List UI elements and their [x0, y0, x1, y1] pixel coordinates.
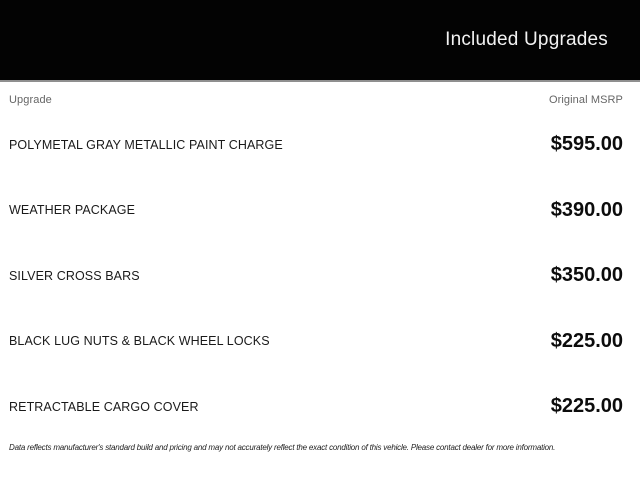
- upgrade-name: BLACK LUG NUTS & BLACK WHEEL LOCKS: [9, 334, 270, 349]
- table-row: [0, 309, 640, 375]
- upgrade-name: WEATHER PACKAGE: [9, 203, 136, 218]
- panel-header: [0, 0, 640, 82]
- table-row: [0, 243, 640, 309]
- table-row: [0, 374, 640, 440]
- panel-title: Included Upgrades: [445, 29, 608, 50]
- upgrade-price: $225.00: [550, 329, 623, 352]
- upgrade-price: $350.00: [550, 264, 623, 287]
- table-row: [0, 112, 640, 178]
- upgrade-name: SILVER CROSS BARS: [9, 268, 140, 283]
- column-header-upgrade: Upgrade: [9, 94, 52, 106]
- upgrade-price: $595.00: [550, 133, 623, 156]
- column-header-msrp: Original MSRP: [548, 94, 623, 106]
- column-header-row: [0, 82, 640, 112]
- table-row: [0, 178, 640, 244]
- upgrades-table-body: [0, 112, 640, 440]
- disclaimer-text: Data reflects manufacturer's standard build and pricing and may not accurately reflect the exact condition of this vehicle. Please contact dealer for more information.: [9, 442, 556, 452]
- upgrade-price: $225.00: [550, 395, 623, 418]
- upgrade-name: RETRACTABLE CARGO COVER: [9, 399, 199, 414]
- upgrade-name: POLYMETAL GRAY METALLIC PAINT CHARGE: [9, 137, 283, 152]
- upgrade-price: $390.00: [550, 198, 623, 221]
